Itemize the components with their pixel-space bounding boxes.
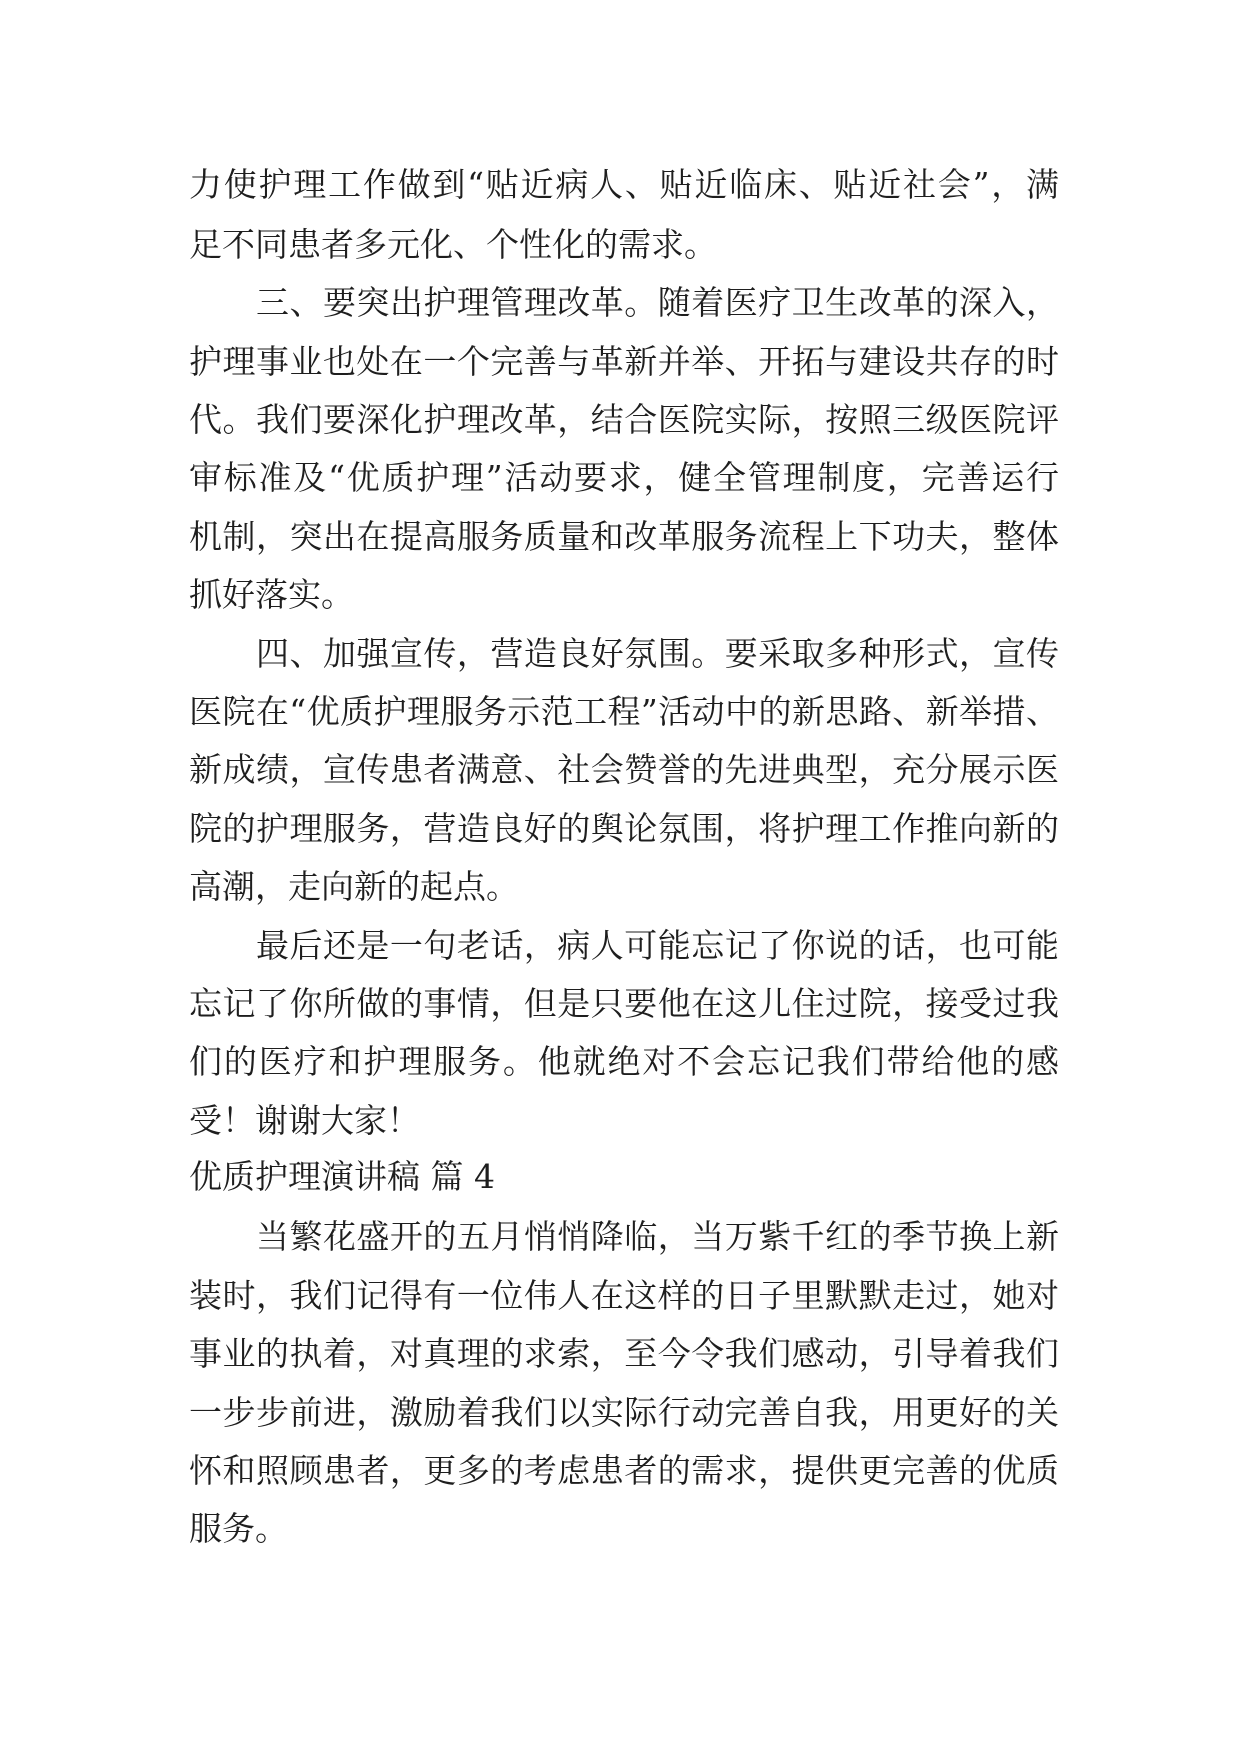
paragraph-start: 四、加强宣传，营造良好氛围。要采取多种形式，宣传 [256, 634, 1059, 673]
text-line: 高潮，走向新的起点。 [189, 867, 519, 906]
text-line: 抓好落实。 [189, 575, 354, 614]
text-line: 怀和照顾患者，更多的考虑患者的需求，提供更完善的优质 [189, 1451, 1059, 1490]
text-line: 代。我们要深化护理改革，结合医院实际，按照三级医院评 [189, 400, 1059, 439]
text-line: 一步步前进，激励着我们以实际行动完善自我，用更好的关 [189, 1393, 1059, 1432]
text-line: 受！谢谢大家！ [189, 1101, 420, 1140]
text-line: 事业的执着，对真理的求索，至今令我们感动，引导着我们 [189, 1334, 1059, 1373]
text-line: 们的医疗和护理服务。他就绝对不会忘记我们带给他的感 [189, 1042, 1059, 1081]
text-line: 力使护理工作做到“贴近病人、贴近临床、贴近社会”，满 [189, 165, 1059, 204]
text-line: 足不同患者多元化、个性化的需求。 [189, 225, 717, 264]
paragraph-start: 当繁花盛开的五月悄悄降临，当万紫千红的季节换上新 [256, 1217, 1059, 1256]
text-line: 忘记了你所做的事情，但是只要他在这儿住过院，接受过我 [189, 984, 1059, 1023]
text-line: 机制，突出在提高服务质量和改革服务流程上下功夫，整体 [189, 517, 1059, 556]
text-line: 院的护理服务，营造良好的舆论氛围，将护理工作推向新的 [189, 809, 1059, 848]
text-line: 医院在“优质护理服务示范工程”活动中的新思路、新举措、 [189, 692, 1059, 731]
section-heading: 优质护理演讲稿 篇 4 [189, 1157, 495, 1196]
paragraph-start: 最后还是一句老话，病人可能忘记了你说的话，也可能 [256, 926, 1059, 965]
text-line: 新成绩，宣传患者满意、社会赞誉的先进典型，充分展示医 [189, 750, 1059, 789]
text-line: 服务。 [189, 1509, 288, 1548]
text-line: 装时，我们记得有一位伟人在这样的日子里默默走过，她对 [189, 1276, 1059, 1315]
text-line: 护理事业也处在一个完善与革新并举、开拓与建设共存的时 [189, 342, 1059, 381]
text-line: 审标准及“优质护理”活动要求，健全管理制度，完善运行 [189, 458, 1059, 497]
paragraph-start: 三、要突出护理管理改革。随着医疗卫生改革的深入， [256, 283, 1059, 322]
